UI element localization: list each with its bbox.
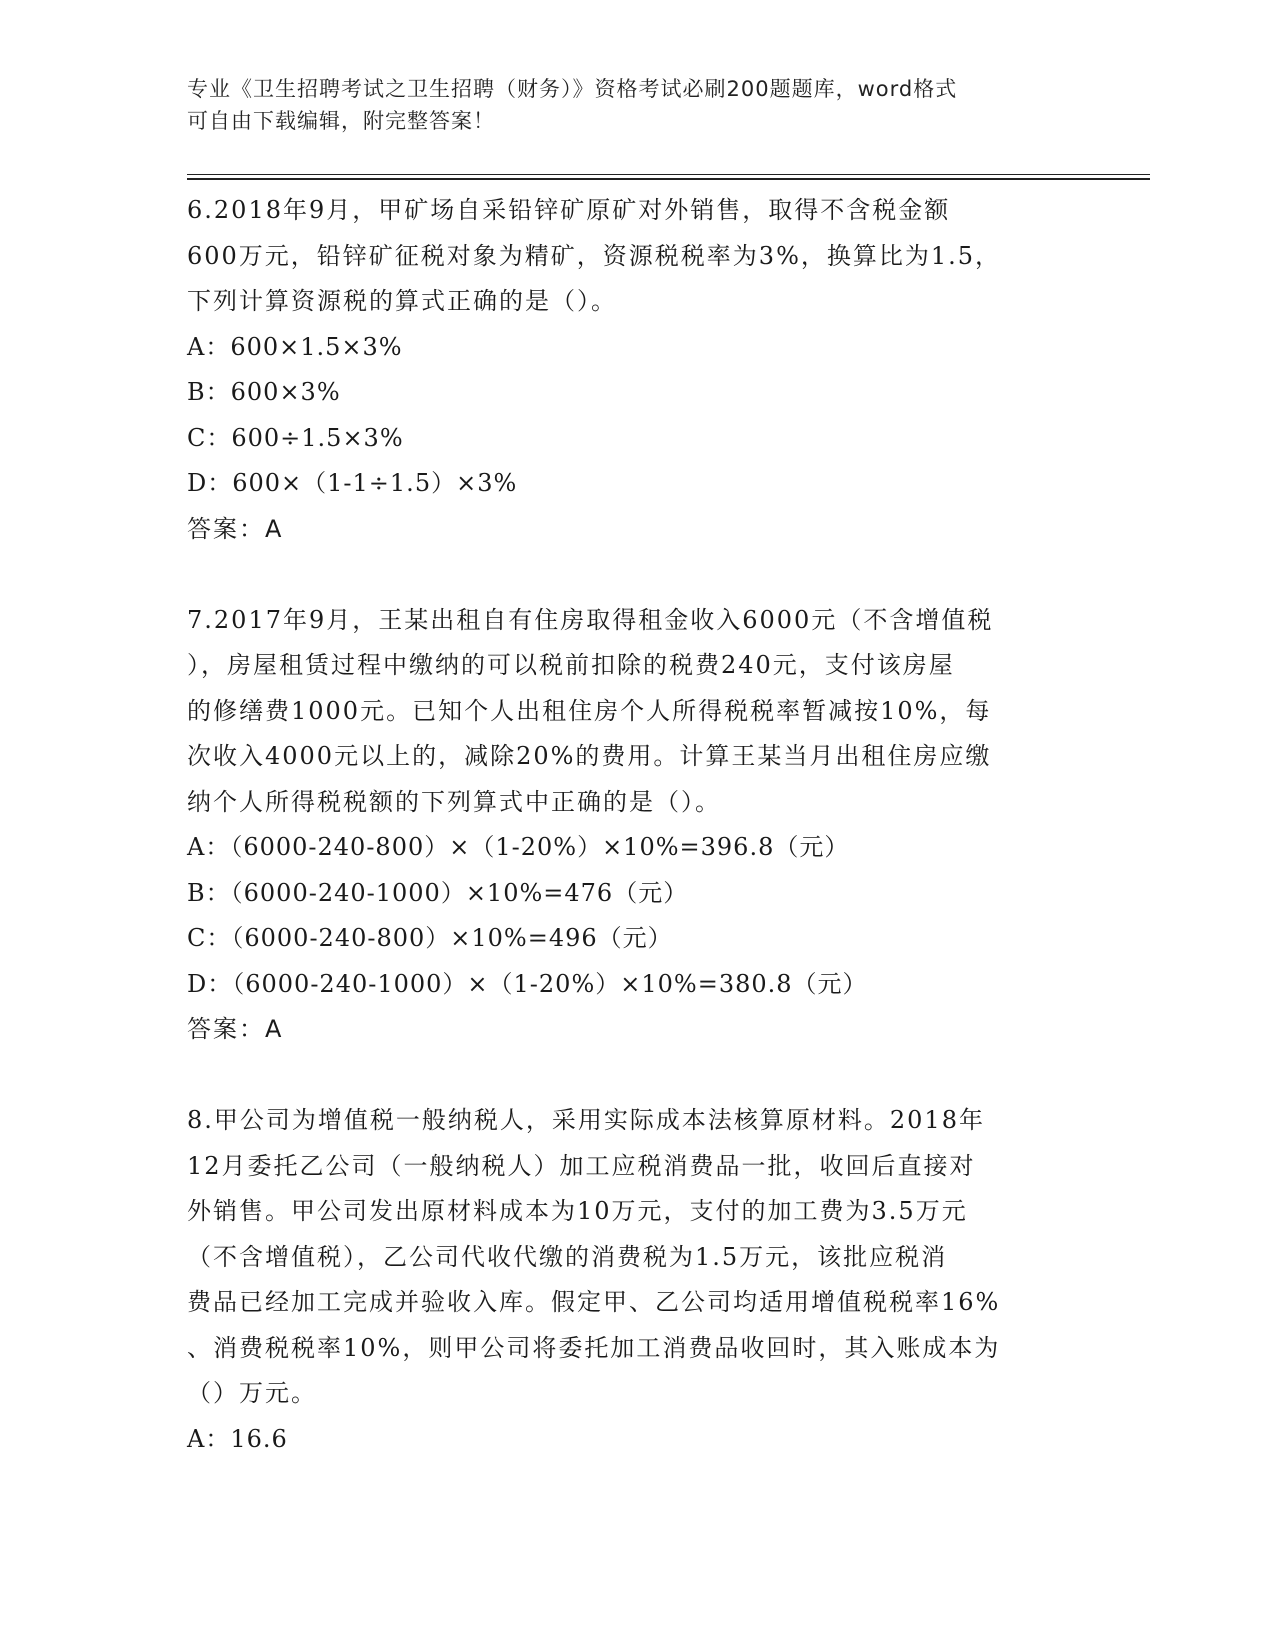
option-d: D：（6000-240-1000）×（1-20%）×10%=380.8（元） xyxy=(187,969,868,998)
question-stem-line: （不含增值税），乙公司代收代缴的消费税为1.5万元，该批应税消 xyxy=(187,1242,948,1271)
question-stem-line: 纳个人所得税税额的下列算式中正确的是（）。 xyxy=(187,787,721,816)
option-a: A：16.6 xyxy=(187,1424,288,1453)
header-divider-thick xyxy=(187,178,1150,180)
question-stem-line: ），房屋租赁过程中缴纳的可以税前扣除的税费240元，支付该房屋 xyxy=(187,651,955,679)
header-line-2: 可自由下载编辑，附完整答案！ xyxy=(187,109,495,133)
option-b: B：600×3% xyxy=(187,378,341,406)
question-stem-line: （）万元。 xyxy=(187,1379,317,1407)
spacer xyxy=(187,552,1087,598)
option-c: C：600÷1.5×3% xyxy=(187,423,404,452)
question-list xyxy=(187,188,1087,1462)
question-stem-line: 6.2018年9月，甲矿场自采铅锌矿原矿对外销售，取得不含税金额 xyxy=(187,196,951,224)
answer-label: 答案：A xyxy=(187,1015,284,1043)
question-stem-line: 600万元，铅锌矿征税对象为精矿，资源税税率为3%，换算比为1.5， xyxy=(187,241,1002,270)
question-6 xyxy=(187,188,1087,552)
option-a: A：（6000-240-800）×（1-20%）×10%=396.8（元） xyxy=(187,833,850,861)
question-stem-line: 7.2017年9月，王某出租自有住房取得租金收入6000元（不含增值税 xyxy=(187,605,994,634)
document-header xyxy=(187,73,1067,137)
question-stem-line: 外销售。甲公司发出原材料成本为10万元，支付的加工费为3.5万元 xyxy=(187,1197,968,1225)
option-c: C：（6000-240-800）×10%=496（元） xyxy=(187,924,673,952)
option-a: A：600×1.5×3% xyxy=(187,332,403,361)
question-7 xyxy=(187,598,1087,1053)
question-stem-line: 次收入4000元以上的，减除20%的费用。计算王某当月出租住房应缴 xyxy=(187,742,992,770)
option-d: D：600×（1-1÷1.5）×3% xyxy=(187,469,518,497)
answer-label: 答案：A xyxy=(187,514,284,543)
question-8 xyxy=(187,1098,1087,1462)
header-line-1: 专业《卫生招聘考试之卫生招聘（财务）》资格考试必刷200题题库，word格式 xyxy=(187,77,958,101)
question-stem-line: 12月委托乙公司（一般纳税人）加工应税消费品一批，收回后直接对 xyxy=(187,1151,976,1180)
option-b: B：（6000-240-1000）×10%=476（元） xyxy=(187,878,689,907)
question-stem-line: 费品已经加工完成并验收入库。假定甲、乙公司均适用增值税税率16% xyxy=(187,1288,1001,1316)
question-stem-line: 的修缮费1000元。已知个人出租住房个人所得税税率暂减按10%，每 xyxy=(187,696,992,725)
spacer xyxy=(187,1053,1087,1099)
question-stem-line: 、消费税税率10%，则甲公司将委托加工消费品收回时，其入账成本为 xyxy=(187,1333,1001,1362)
question-stem-line: 8.甲公司为增值税一般纳税人，采用实际成本法核算原材料。2018年 xyxy=(187,1106,985,1134)
header-divider-thin xyxy=(187,174,1150,175)
question-stem-line: 下列计算资源税的算式正确的是（）。 xyxy=(187,287,617,315)
